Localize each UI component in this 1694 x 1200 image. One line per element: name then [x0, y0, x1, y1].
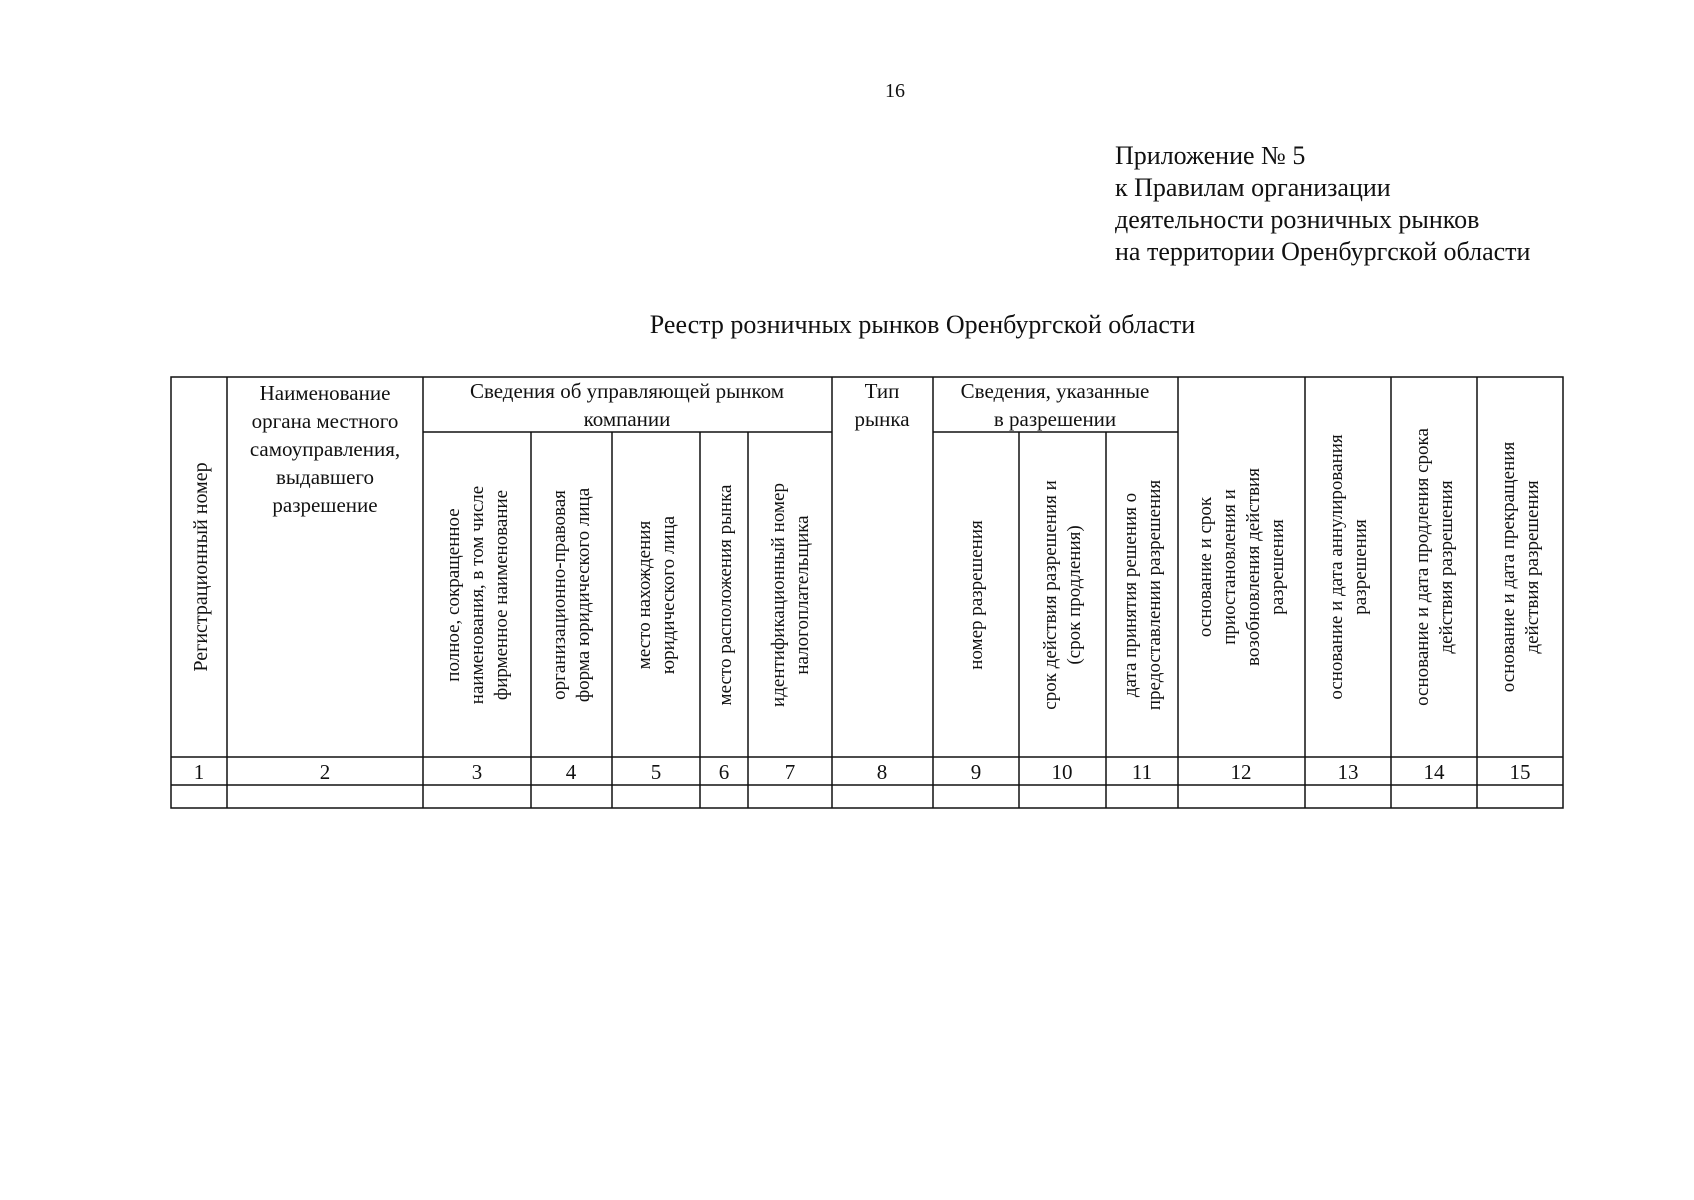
- header-text: действия разрешения: [1436, 480, 1457, 654]
- header-text: полное, сокращенное: [443, 508, 464, 682]
- header-text: наименования, в том числе: [467, 485, 488, 705]
- header-permit-number: [966, 520, 987, 670]
- column-number: 14: [1423, 760, 1445, 784]
- column-number: 7: [784, 760, 796, 784]
- column-number: 13: [1337, 760, 1359, 784]
- appendix-line: на территории Оренбургской области: [1115, 237, 1531, 266]
- header-text: возобновления действия: [1243, 468, 1264, 666]
- header-text: в разрешении: [993, 407, 1117, 431]
- header-text: налогоплательщика: [792, 515, 813, 675]
- header-text: приостановления и: [1219, 489, 1240, 645]
- header-text: Наименование: [259, 381, 391, 405]
- header-permit-term: [1040, 480, 1085, 709]
- column-number: 11: [1131, 760, 1153, 784]
- header-text: Сведения об управляющей рынком: [469, 379, 785, 403]
- header-text: основание и дата продления срока: [1412, 428, 1433, 706]
- header-termination: [1498, 442, 1543, 693]
- appendix-line: к Правилам организации: [1115, 173, 1391, 202]
- header-text: Регистрационный номер: [190, 462, 212, 672]
- appendix-line: деятельности розничных рынков: [1115, 205, 1480, 234]
- header-text: номер разрешения: [966, 520, 987, 670]
- header-text: Сведения, указанные: [960, 379, 1150, 403]
- header-text: место нахождения: [634, 520, 655, 670]
- header-text: действия разрешения: [1522, 480, 1543, 654]
- header-text: разрешения: [1267, 519, 1288, 615]
- header-text: основание и срок: [1195, 496, 1216, 638]
- header-permit-decision-date: [1120, 480, 1165, 711]
- header-text: самоуправления,: [249, 437, 401, 461]
- column-number: 15: [1509, 760, 1531, 784]
- header-text: Тип: [864, 379, 900, 403]
- header-annulment: [1326, 434, 1371, 700]
- header-company-group: [470, 379, 784, 431]
- header-text: место расположения рынка: [715, 484, 736, 706]
- header-extension: [1412, 428, 1457, 706]
- header-text: организационно-правовая: [549, 490, 570, 700]
- header-text: идентификационный номер: [768, 483, 789, 707]
- column-number: 12: [1230, 760, 1252, 784]
- header-company-legalform: [549, 487, 594, 702]
- header-text: форма юридического лица: [573, 487, 594, 703]
- appendix-line: Приложение № 5: [1115, 141, 1306, 170]
- header-company-fullname: [443, 486, 512, 704]
- header-text: срок действия разрешения и: [1040, 480, 1061, 710]
- header-reg-number: [190, 462, 212, 671]
- header-market-location: [715, 484, 736, 705]
- page-number: 16: [885, 80, 905, 102]
- column-number: 9: [970, 760, 982, 784]
- header-text: разрешение: [272, 493, 378, 517]
- header-text: основание и дата прекращения: [1498, 441, 1519, 693]
- header-text: основание и дата аннулирования: [1326, 434, 1347, 700]
- column-number: 10: [1051, 760, 1073, 784]
- header-text: выдавшего: [275, 465, 375, 489]
- document-title: Реестр розничных рынков Оренбургской области: [649, 310, 1196, 339]
- header-text: органа местного: [251, 409, 399, 433]
- column-number: 1: [193, 760, 205, 784]
- column-number: 5: [650, 760, 662, 784]
- column-number: 6: [718, 760, 730, 784]
- header-text: предоставлении разрешения: [1144, 479, 1165, 711]
- header-text: (срок продления): [1064, 525, 1085, 665]
- column-number: 4: [565, 760, 577, 784]
- header-suspension: [1195, 468, 1288, 666]
- header-text: дата принятия решения о: [1120, 492, 1141, 698]
- header-text: фирменное наименование: [491, 489, 512, 701]
- header-text: компании: [583, 407, 671, 431]
- column-number: 2: [319, 760, 331, 784]
- header-market-type: [854, 379, 910, 431]
- header-text: рынка: [854, 407, 910, 431]
- column-number-row: [194, 760, 1531, 784]
- column-number: 8: [876, 760, 888, 784]
- column-number: 3: [471, 760, 483, 784]
- header-inn: [768, 483, 813, 707]
- header-organ: [250, 381, 400, 517]
- header-text: юридического лица: [658, 515, 679, 675]
- header-text: разрешения: [1350, 519, 1371, 615]
- header-company-location: [634, 515, 679, 674]
- header-permit-group: [961, 379, 1150, 431]
